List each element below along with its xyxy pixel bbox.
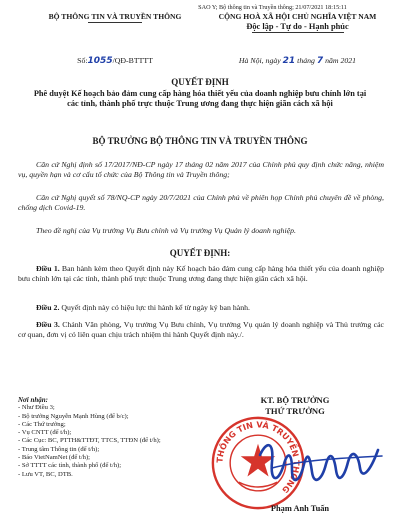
recipient-item: - Lưu VT, BC, DTB. [18,470,73,478]
recipient-item: - Các Cục: BC, PTTH&TTĐT, TTCS, TTĐN (để t/h); [18,437,161,445]
recipient-item: - Sở TTTT các tỉnh, thành phố (để t/h); [18,462,122,470]
recipient-item: - Bộ trưởng Nguyễn Mạnh Hùng (để b/c); [18,412,129,420]
article-2-text: Quyết định này có hiệu lực thi hành kể từ ngày ký ban hành. [61,303,250,312]
article-2-label: Điều 2. [36,303,60,312]
signature-line-1: KT. BỘ TRƯỞNG [260,395,330,405]
signature-line-2: THỨ TRƯỞNG [265,405,325,416]
article-1-label: Điều 1. [36,264,60,273]
article-3-label: Điều 3. [36,320,60,329]
decision-heading: QUYẾT ĐỊNH: [169,248,231,258]
article-1-text: Ban hành kèm theo Quyết định này Kế hoạch bảo đảm cung cấp hàng hóa thiết yếu của doanh nghiệp bưu chính lớn tại các tỉnh, thành phố trực thuộc Trung ương đang thực hiện giãn cách xã hội. [18,264,384,284]
national-motto: Độc lập - Tự do - Hạnh phúc [246,22,349,31]
signature-block-title [205,395,385,416]
document-number-handwritten: 1055 [87,56,113,66]
recipient-item: - Các Thứ trưởng; [18,420,66,428]
recipient-item: - Vụ CNTT (để t/h); [18,429,72,437]
date-day-handwritten: 21 [282,56,296,66]
recipient-item: - Như Điều 3; [18,404,55,412]
copy-stamp: SAO Y; Bộ thông tin và Truyền thông; 21/07/2021 18:15:11 [198,4,347,11]
date-prefix: Hà Nội, ngày [238,56,281,65]
document-title: QUYẾT ĐỊNH [171,77,229,87]
article-3 [18,320,384,340]
document-number [40,56,190,66]
recipient-item: - Trung tâm Thông tin (để t/h); [18,445,100,453]
issuer-title: BỘ TRƯỞNG BỘ THÔNG TIN VÀ TRUYỀN THÔNG [92,136,308,146]
date-line [200,56,395,66]
document-number-suffix: /QĐ-BTTTT [112,56,153,65]
recipients-list [18,396,178,479]
article-2 [18,303,384,313]
preamble-1: Căn cứ Nghị định số 17/2017/NĐ-CP ngày 17 tháng 02 năm 2017 của Chính phủ quy định chức năng, nhiệm vụ, quyền hạn và cơ cấu tổ chức của Bộ Thông tin và Truyền thông; [18,160,384,180]
agency-name: BỘ THÔNG TIN VÀ TRUYỀN THÔNG [48,12,182,21]
article-3-text: Chánh Văn phòng, Vụ trưởng Vụ Bưu chính, Vụ trưởng Vụ quản lý doanh nghiệp và Thủ trưởng các cơ quan, đơn vị có liên quan chịu trách nhiệm thi hành Quyết định này./. [18,320,384,340]
document-number-prefix: Số: [77,56,88,65]
agency-underline [88,22,142,23]
date-month-handwritten: 7 [316,56,324,66]
country-name: CỘNG HOÀ XÃ HỘI CHỦ NGHĨA VIỆT NAM [218,12,377,21]
national-header [200,12,395,33]
signer-name: Phạm Anh Tuấn [270,504,330,513]
preamble-2: Căn cứ Nghị quyết số 78/NQ-CP ngày 20/7/2021 của Chính phủ về phiên họp Chính phủ chuyên đề về phòng, chống dịch Covid-19. [18,193,384,213]
agency-header [40,12,190,23]
preamble-3: Theo đề nghị của Vụ trưởng Vụ Bưu chính và Vụ trưởng Vụ Quản lý doanh nghiệp. [36,226,296,235]
motto-underline [252,32,344,33]
document-subtitle: Phê duyệt Kế hoạch bảo đảm cung cấp hàng hóa thiết yếu của doanh nghiệp bưu chính lớn tại các tỉnh, thành phố trực thuộc Trung ương đang thực hiện giãn cách xã hội [33,89,367,108]
date-month-label: tháng [297,56,315,65]
handwritten-signature [252,420,392,505]
recipients-heading: Nơi nhận: [18,396,49,404]
recipient-item: - Báo VietNamNet (để t/h); [18,454,90,462]
article-1 [18,264,384,284]
seal-text: THÔNG TIN VÀ TRUYỀN THÔNG [214,419,302,496]
date-year: năm 2021 [325,56,357,65]
